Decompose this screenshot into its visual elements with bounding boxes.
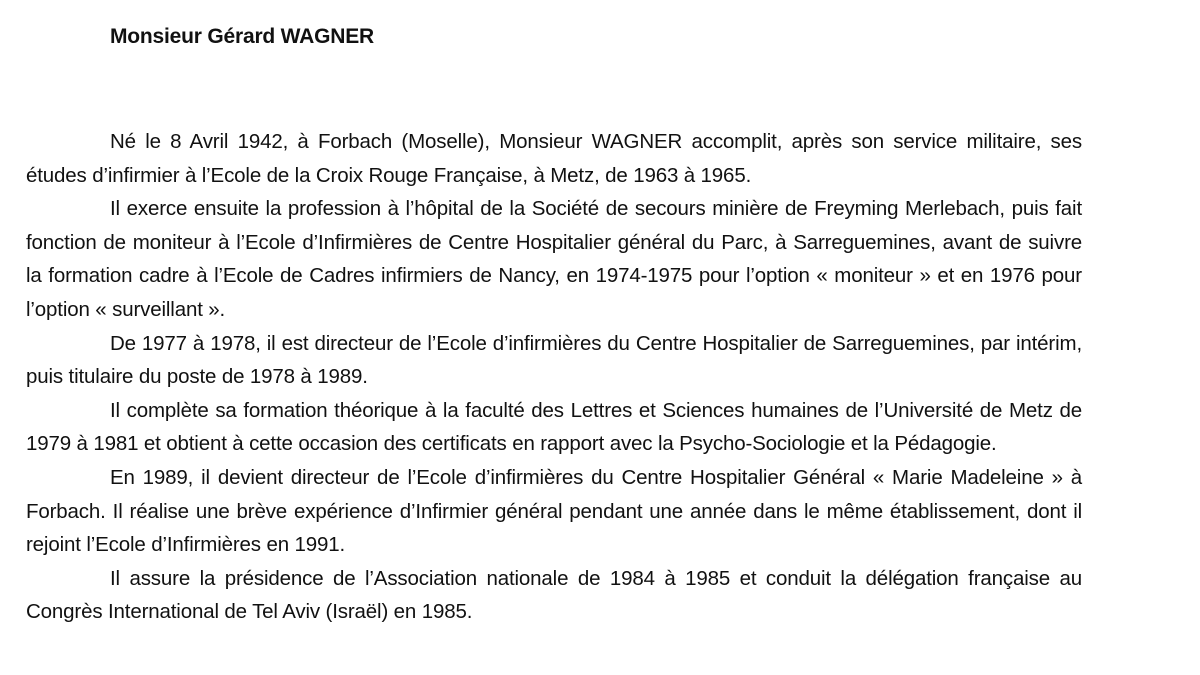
paragraph-early-career: Il exerce ensuite la profession à l’hôpital de la Société de secours minière de Freyming Merlebach, puis fait fonction de moniteur à l’Ecole d’Infirmières de Centre Hospitalier général du Parc, à Sarreguemines, avant de suivre la formation cadre à l’Ecole de Cadres infirmiers de Nancy, en 1974-1975 pour l’option « moniteur » et en 1976 pour l’option « surveillant ». [26, 197, 1082, 321]
paragraph-director-sarreguemines: De 1977 à 1978, il est directeur de l’Ecole d’infirmières du Centre Hospitalier de Sarreguemines, par intérim, puis titulaire du poste de 1978 à 1989. [26, 331, 1082, 389]
document-title: Monsieur Gérard WAGNER [110, 25, 374, 48]
paragraph-association-presidency: Il assure la présidence de l’Association nationale de 1984 à 1985 et conduit la délégation française au Congrès International de Tel Aviv (Israël) en 1985. [26, 566, 1082, 624]
document-page [26, 0, 1082, 675]
paragraph-birth-and-studies: Né le 8 Avril 1942, à Forbach (Moselle), Monsieur WAGNER accomplit, après son service militaire, ses études d’infirmier à l’Ecole de la Croix Rouge Française, à Metz, de 1963 à 1965. [26, 130, 1082, 187]
paragraph-university-training: Il complète sa formation théorique à la faculté des Lettres et Sciences humaines de l’Université de Metz de 1979 à 1981 et obtient à cette occasion des certificats en rapport avec la Psycho-Sociologie et la Pédagogie. [26, 398, 1082, 456]
paragraph-director-forbach: En 1989, il devient directeur de l’Ecole d’infirmières du Centre Hospitalier Général « Marie Madeleine » à Forbach. Il réalise une brève expérience d’Infirmier général pendant une année dans le même établissement, dont il rejoint l’Ecole d’Infirmières en 1991. [26, 465, 1082, 557]
document-body [26, 125, 1082, 629]
